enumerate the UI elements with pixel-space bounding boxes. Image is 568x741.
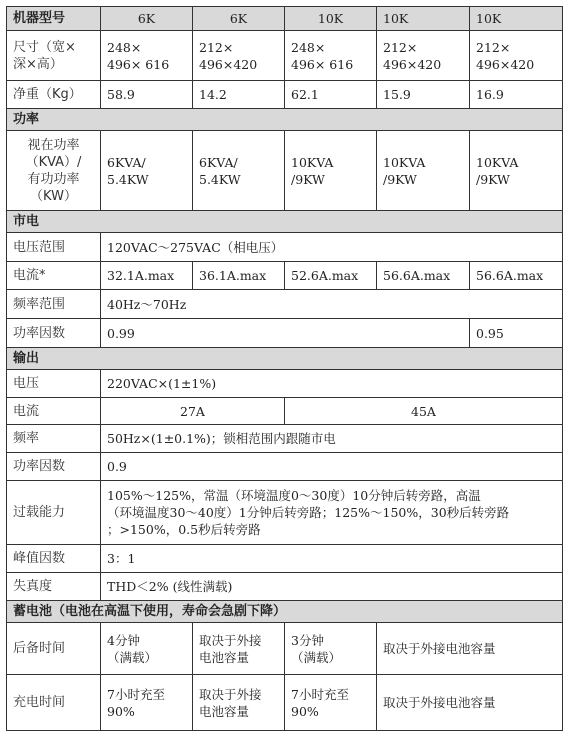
- battery-backup-label: 后备时间: [7, 623, 101, 675]
- size-label: 尺寸（宽× 深×高）: [7, 31, 101, 81]
- output-thd-value: THD＜2% (线性满载): [101, 573, 563, 601]
- mains-pf-value: 0.99: [101, 319, 470, 348]
- battery-charge-value: 7小时充至 90%: [101, 675, 193, 731]
- output-current-value: 27A: [101, 398, 285, 425]
- battery-charge-value: 取决于外接 电池容量: [193, 675, 285, 731]
- output-overload-row: [7, 481, 563, 545]
- output-voltage-label: 电压: [7, 370, 101, 398]
- battery-backup-value: 3分钟 （满载）: [285, 623, 377, 675]
- weight-value: 58.9: [101, 81, 193, 109]
- model-cell: 10K: [470, 7, 563, 31]
- mains-current-label: 电流*: [7, 262, 101, 290]
- output-current-label: 电流: [7, 398, 101, 425]
- output-frequency-value: 50Hz×(1±0.1%)；锁相范围内跟随市电: [101, 425, 563, 453]
- output-current-value: 45A: [285, 398, 563, 425]
- section-title-power: 功率: [7, 109, 563, 131]
- section-battery-row: [7, 601, 563, 623]
- mains-current-value: 52.6A.max: [285, 262, 377, 290]
- weight-value: 62.1: [285, 81, 377, 109]
- section-output-row: [7, 348, 563, 370]
- output-overload-value: 105%～125%，常温（环境温度0～30度）10分钟后转旁路，高温 （环境温度30～40度）1分钟后转旁路；125%～150%，30秒后转旁路 ；>150%，0.5秒后转旁路: [101, 481, 563, 545]
- model-header-label: 机器型号: [7, 7, 101, 31]
- output-pf-row: [7, 453, 563, 481]
- section-title-mains: 市电: [7, 211, 563, 233]
- spec-table-container: [6, 6, 562, 731]
- output-overload-label: 过载能力: [7, 481, 101, 545]
- mains-pf-label: 功率因数: [7, 319, 101, 348]
- weight-row: [7, 81, 563, 109]
- weight-value: 16.9: [470, 81, 563, 109]
- battery-backup-value: 4分钟 （满载）: [101, 623, 193, 675]
- battery-backup-value: 取决于外接 电池容量: [193, 623, 285, 675]
- output-pf-label: 功率因数: [7, 453, 101, 481]
- section-mains-row: [7, 211, 563, 233]
- size-value: 248× 496× 616: [101, 31, 193, 81]
- output-pf-value: 0.9: [101, 453, 563, 481]
- model-header-row: [7, 7, 563, 31]
- battery-charge-label: 充电时间: [7, 675, 101, 731]
- output-voltage-row: [7, 370, 563, 398]
- mains-current-value: 56.6A.max: [470, 262, 563, 290]
- mains-current-value: 56.6A.max: [377, 262, 470, 290]
- power-rating-value: 10KVA /9KW: [285, 131, 377, 211]
- battery-charge-value: 7小时充至 90%: [285, 675, 377, 731]
- mains-pf-row: [7, 319, 563, 348]
- output-crest-value: 3：1: [101, 545, 563, 573]
- mains-voltage-range-label: 电压范围: [7, 233, 101, 262]
- weight-value: 14.2: [193, 81, 285, 109]
- model-cell: 6K: [101, 7, 193, 31]
- output-voltage-value: 220VAC×(1±1%): [101, 370, 563, 398]
- section-power-row: [7, 109, 563, 131]
- weight-label: 净重（Kg）: [7, 81, 101, 109]
- model-cell: 10K: [377, 7, 470, 31]
- mains-current-row: [7, 262, 563, 290]
- output-frequency-row: [7, 425, 563, 453]
- mains-freq-range-label: 频率范围: [7, 290, 101, 319]
- size-value: 212× 496×420: [193, 31, 285, 81]
- mains-voltage-range-value: 120VAC～275VAC（相电压）: [101, 233, 563, 262]
- model-cell: 6K: [193, 7, 285, 31]
- mains-freq-range-row: [7, 290, 563, 319]
- battery-charge-value: 取决于外接电池容量: [377, 675, 563, 731]
- output-crest-label: 峰值因数: [7, 545, 101, 573]
- size-value: 248× 496× 616: [285, 31, 377, 81]
- output-current-row: [7, 398, 563, 425]
- output-crest-row: [7, 545, 563, 573]
- mains-current-value: 32.1A.max: [101, 262, 193, 290]
- ups-spec-table: [6, 6, 563, 731]
- power-rating-value: 10KVA /9KW: [377, 131, 470, 211]
- output-thd-label: 失真度: [7, 573, 101, 601]
- weight-value: 15.9: [377, 81, 470, 109]
- battery-backup-value: 取决于外接电池容量: [377, 623, 563, 675]
- power-rating-label: 视在功率 （KVA）/ 有功功率 （KW）: [7, 131, 101, 211]
- battery-backup-row: [7, 623, 563, 675]
- size-row: [7, 31, 563, 81]
- mains-voltage-range-row: [7, 233, 563, 262]
- power-rating-row: [7, 131, 563, 211]
- mains-pf-value: 0.95: [470, 319, 563, 348]
- power-rating-value: 10KVA /9KW: [470, 131, 563, 211]
- mains-freq-range-value: 40Hz～70Hz: [101, 290, 563, 319]
- section-title-battery: 蓄电池（电池在高温下使用，寿命会急剧下降）: [7, 601, 563, 623]
- model-cell: 10K: [285, 7, 377, 31]
- mains-current-value: 36.1A.max: [193, 262, 285, 290]
- battery-charge-row: [7, 675, 563, 731]
- section-title-output: 输出: [7, 348, 563, 370]
- size-value: 212× 496×420: [470, 31, 563, 81]
- output-thd-row: [7, 573, 563, 601]
- power-rating-value: 6KVA/ 5.4KW: [101, 131, 193, 211]
- output-frequency-label: 频率: [7, 425, 101, 453]
- power-rating-value: 6KVA/ 5.4KW: [193, 131, 285, 211]
- size-value: 212× 496×420: [377, 31, 470, 81]
